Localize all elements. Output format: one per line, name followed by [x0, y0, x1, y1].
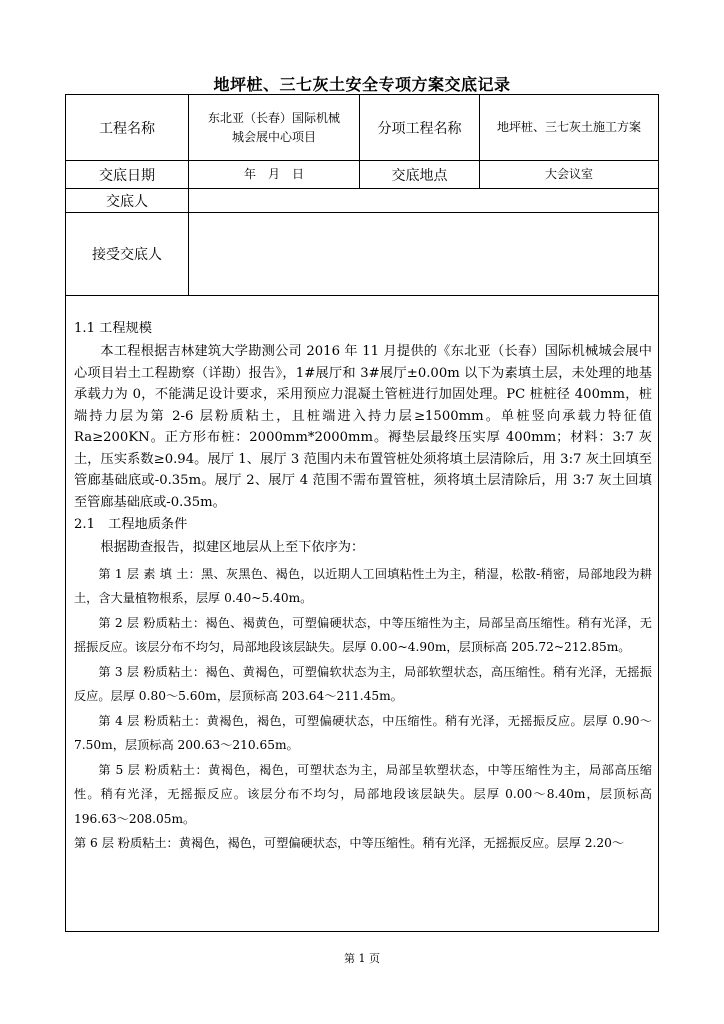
- page-number: 第 1 页: [344, 952, 380, 965]
- paragraph-project-scale: 本工程根据吉林建筑大学勘测公司 2016 年 11 月提供的《东北亚（长春）国际机械城会展中心项目岩土工程勘察（详勘）报告》，1#展厅和 3#展厅±0.00m 以下为素填土层，未处理的地基承载力为 0，不能满足设计要求，采用预应力混凝土管桩进行加固处理。PC 桩桩径 400mm，桩端持力层为第 2-6 层粉质粘土，且桩端进入持力层≥1500mm。单桩竖向承载力特征值 Ra≥200KN。正方形布桩：2000mm*2000mm。褥垫层最终压实厚 400mm；材料：3:7 灰土，压实系数≥0.94。展厅 1、展厅 3 范围内未布置管桩处须将填土层清除后，用 3:7 灰土回填至管廊基础底或-0.35m。展厅 2、展厅 4 范围不需布置管桩，须将填土层清除后，用 3:7 灰土回填至管廊基础底或-0.35m。: [74, 344, 652, 510]
- soil-layer-1: 第 1 层 素 填 土：黑、灰黑色、褐色，以近期人工回填粘性土为主，稍湿，松散-稍密，局部地段为耕土，含大量植物根系，层厚 0.40~5.40m。: [74, 566, 652, 605]
- location-value: 大会议室: [544, 167, 593, 181]
- section-heading-geology: 2.1 工程地质条件: [74, 517, 188, 532]
- disclosure-table: [65, 94, 659, 932]
- soil-layer-6: 第 6 层 粉质粘土：黄褐色，褐色，可塑偏硬状态，中等压缩性。稍有光泽，无摇振反应。层厚 2.20～: [74, 836, 625, 850]
- soil-layer-4: 第 4 层 粉质粘土：黄褐色，褐色，可塑偏硬状态，中压缩性。稍有光泽，无摇振反应。层厚 0.90～7.50m，层顶标高 200.63～210.65m。: [74, 713, 652, 752]
- sub-project-value: 地坪桩、三七灰土施工方案: [496, 120, 641, 134]
- location-label: 交底地点: [391, 167, 448, 184]
- project-name-label: 工程名称: [99, 120, 155, 137]
- soil-layer-3: 第 3 层 粉质粘土：褐色、黄褐色，可塑偏软状态为主，局部软塑状态，高压缩性。稍有光泽，无摇振反应。层厚 0.80～5.60m，层顶标高 203.64～211.45m。: [74, 664, 652, 703]
- date-label: 交底日期: [99, 167, 155, 184]
- sub-project-label: 分项工程名称: [377, 120, 462, 137]
- date-value: 年 月 日: [243, 167, 304, 181]
- discloser-label: 交底人: [106, 193, 148, 210]
- disclosure-content: [74, 317, 652, 856]
- project-name-value: 东北亚（长春）国际机械城会展中心项目: [207, 110, 340, 144]
- document-title: 地坪桩、三七灰土安全专项方案交底记录: [213, 75, 511, 94]
- row-divider: [66, 295, 658, 296]
- soil-layer-5: 第 5 层 粉质粘土：黄褐色，褐色，可塑状态为主，局部呈软塑状态，中等压缩性为主，局部高压缩性。稍有光泽，无摇振反应。该层分布不均匀，局部地段该层缺失。层厚 0.00～8.40m，层顶标高 196.63～208.05m。: [74, 762, 652, 826]
- soil-layer-2: 第 2 层 粉质粘土：褐色、褐黄色，可塑偏硬状态，中等压缩性为主，局部呈高压缩性。稍有光泽，无摇振反应。该层分布不均匀，局部地段该层缺失。层厚 0.00~4.90m，层顶标高 205.72~212.85m。: [74, 615, 652, 654]
- section-heading-scale: 1.1 工程规模: [74, 321, 152, 336]
- paragraph-geology-intro: 根据勘查报告，拟建区地层从上至下依序为：: [100, 540, 365, 555]
- receiver-label: 接受交底人: [92, 247, 162, 263]
